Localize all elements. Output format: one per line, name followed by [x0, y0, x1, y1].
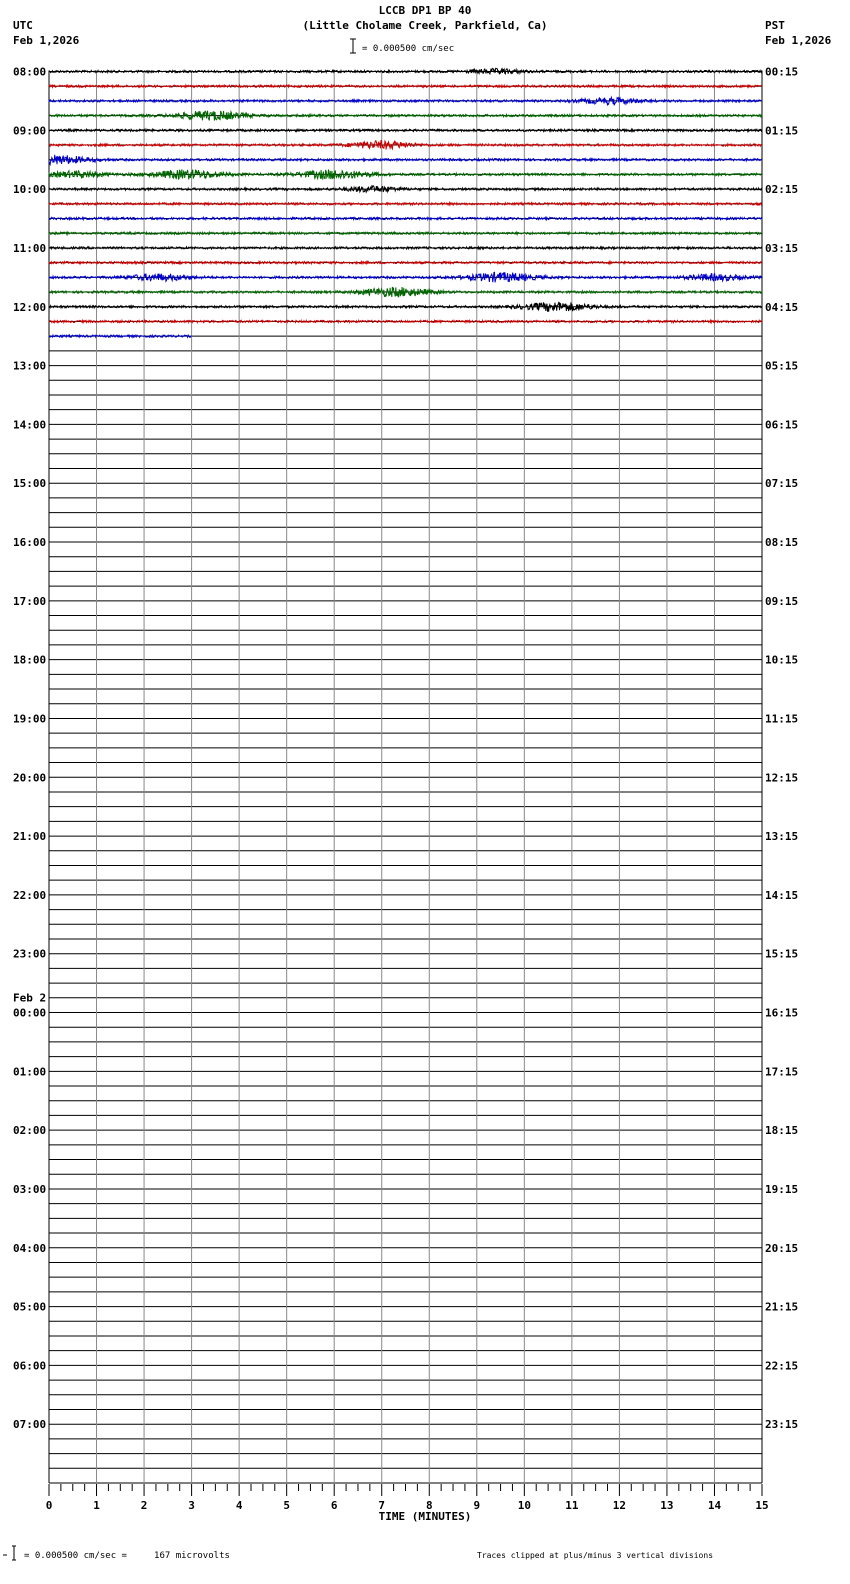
utc-hour-label: 20:00	[13, 771, 47, 785]
x-tick-label: 1	[93, 1499, 100, 1512]
pst-hour-label: 23:15	[765, 1418, 799, 1432]
x-axis-label: TIME (MINUTES)	[378, 1510, 472, 1523]
pst-hour-label: 17:15	[765, 1065, 799, 1079]
clip-note: Traces clipped at plus/minus 3 vertical divisions	[477, 1551, 714, 1560]
trace-row-1	[49, 85, 762, 87]
x-tick-label: 2	[140, 1499, 148, 1512]
x-tick-label: 6	[330, 1499, 338, 1512]
pst-hour-label: 20:15	[765, 1241, 799, 1255]
pst-hour-label: 05:15	[765, 359, 799, 373]
utc-hour-label: 17:00	[13, 594, 47, 608]
pst-hour-label: 12:15	[765, 771, 799, 785]
x-tick-label: 15	[755, 1499, 769, 1512]
utc-hour-label: 11:00	[13, 241, 47, 255]
pst-hour-label: 10:15	[765, 653, 799, 667]
utc-hour-label: 16:00	[13, 536, 47, 549]
x-tick-label: 12	[612, 1499, 627, 1512]
scale-label: = 0.000500 cm/sec	[362, 44, 455, 54]
trace-row-2	[49, 97, 762, 104]
pst-hour-label: 02:15	[765, 183, 799, 197]
pst-hour-label: 21:15	[765, 1300, 799, 1314]
x-tick-label: 13	[660, 1499, 674, 1512]
grid	[49, 71, 762, 1484]
pst-hour-label: 07:15	[765, 477, 799, 491]
x-axis	[46, 1484, 769, 1512]
utc-hour-label: 02:00	[13, 1124, 47, 1138]
utc-zone-label: UTC	[13, 19, 33, 32]
x-tick-label: 8	[425, 1499, 433, 1512]
utc-hour-label: 08:00	[13, 65, 47, 79]
trace-row-6	[49, 155, 762, 165]
x-tick-label: 4	[235, 1499, 243, 1512]
utc-hour-label: 04:00	[13, 1241, 47, 1255]
utc-hour-label: 14:00	[13, 418, 47, 432]
pst-hour-label: 22:15	[765, 1359, 799, 1373]
footer-scale-bar-icon	[2, 1545, 18, 1561]
chart-title: LCCB DP1 BP 40	[378, 4, 472, 17]
pst-hour-label: 04:15	[765, 300, 799, 314]
utc-date-label: Feb 1,2026	[13, 34, 80, 47]
pst-hour-label: 09:15	[765, 594, 799, 608]
utc-hour-label: 21:00	[13, 830, 47, 844]
pst-hour-label: 18:15	[765, 1124, 799, 1138]
pst-hour-label: 11:15	[765, 712, 799, 726]
x-tick-label: 11	[565, 1499, 579, 1512]
utc-hour-label: 18:00	[13, 653, 47, 667]
utc-hour-label: 06:00	[13, 1359, 47, 1373]
traces	[49, 68, 762, 337]
x-tick-label: 9	[473, 1499, 481, 1512]
x-tick-label: 5	[283, 1499, 290, 1512]
trace-row-17	[49, 320, 762, 322]
pst-hour-label: 13:15	[765, 830, 799, 844]
utc-hour-label: 19:00	[13, 712, 47, 726]
trace-row-5	[49, 141, 762, 150]
footer-scale-label: = 0.000500 cm/sec = 167 microvolts	[24, 1551, 230, 1561]
pst-hour-label: 00:15	[765, 65, 799, 79]
utc-hour-label: 03:00	[13, 1182, 47, 1196]
utc-hour-label: 05:00	[13, 1300, 47, 1314]
pst-hour-label: 03:15	[765, 241, 799, 255]
utc-hour-label: 01:00	[13, 1065, 47, 1079]
trace-row-15	[49, 287, 762, 297]
utc-hour-label: 00:00	[13, 1006, 47, 1020]
x-tick-label: 10	[517, 1499, 531, 1512]
x-tick-label: 3	[188, 1499, 195, 1512]
utc-hour-label: 10:00	[13, 183, 47, 197]
pst-date-label: Feb 1,2026	[765, 34, 832, 47]
pst-hour-label: 16:15	[765, 1006, 799, 1020]
x-tick-label: 7	[378, 1499, 386, 1512]
utc-hour-label: 12:00	[13, 300, 47, 314]
pst-hour-label: 14:15	[765, 888, 799, 902]
utc-hour-label: 22:00	[13, 888, 47, 902]
pst-hour-label: 19:15	[765, 1182, 799, 1196]
pst-hour-label: 06:15	[765, 418, 799, 432]
utc-hour-label: 23:00	[13, 947, 47, 961]
utc-hour-label: 09:00	[13, 124, 47, 138]
utc-hour-label: 15:00	[13, 477, 47, 491]
pst-zone-label: PST	[765, 19, 785, 32]
trace-row-9	[49, 203, 762, 205]
x-tick-label: 14	[707, 1499, 722, 1512]
utc-hour-label: 07:00	[13, 1418, 47, 1432]
trace-row-12	[49, 247, 762, 249]
pst-hour-label: 08:15	[765, 536, 799, 549]
date-change-label: Feb 2	[13, 991, 47, 1005]
pst-hour-label: 01:15	[765, 124, 799, 138]
trace-row-14	[49, 272, 762, 282]
trace-row-4	[49, 129, 762, 131]
chart-subtitle: (Little Cholame Creek, Parkfield, Ca)	[302, 19, 548, 32]
utc-hour-label: 13:00	[13, 359, 47, 373]
x-tick-label: 0	[45, 1499, 53, 1512]
pst-hour-label: 15:15	[765, 947, 799, 961]
